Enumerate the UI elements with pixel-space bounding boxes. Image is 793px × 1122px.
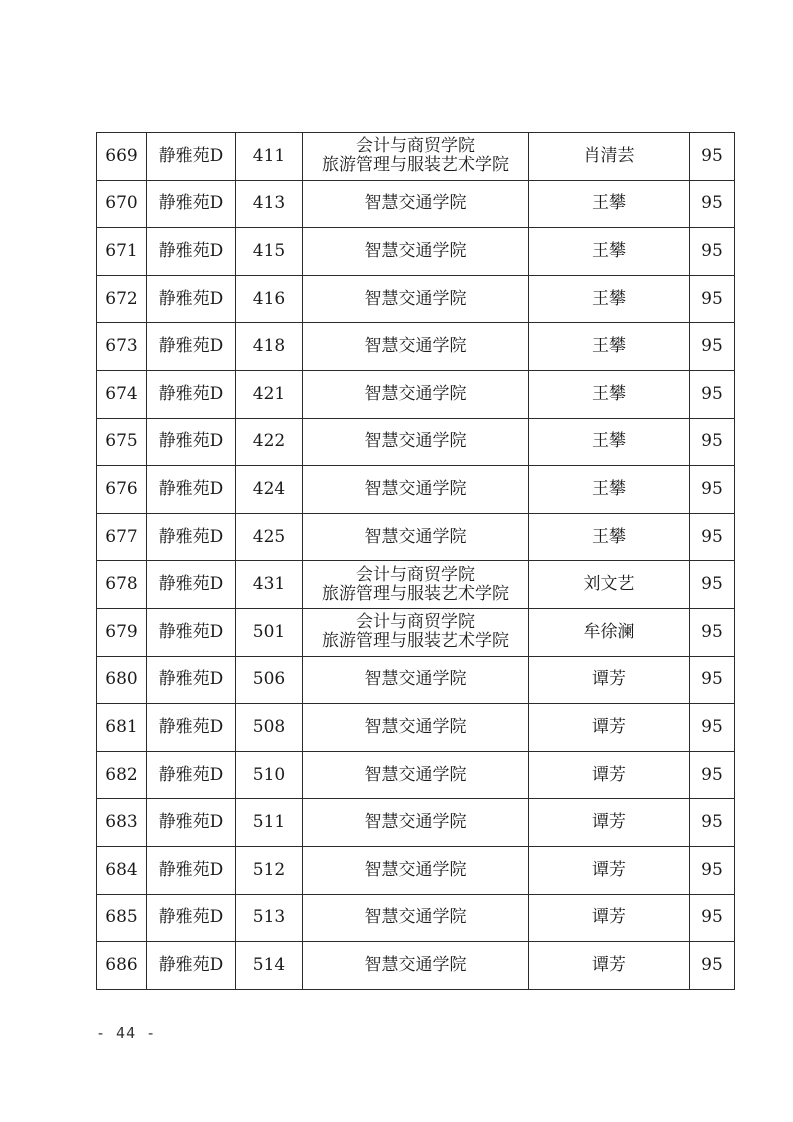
score-cell: 95 [690,846,735,894]
room-number-cell: 424 [236,466,303,514]
college-name: 会计与商贸学院 [356,564,475,585]
building-cell: 静雅苑D [147,942,236,990]
table-row [97,656,735,704]
college-cell [303,513,529,561]
college-name: 智慧交通学院 [364,859,467,880]
college-cell [303,323,529,371]
table-row [97,561,735,609]
building-cell: 静雅苑D [147,704,236,752]
college-name: 智慧交通学院 [364,193,467,214]
manager-name-cell: 王攀 [529,370,690,418]
college-name: 会计与商贸学院 [356,612,475,633]
college-name: 智慧交通学院 [364,288,467,309]
row-index-cell: 676 [97,466,147,514]
room-number-cell: 511 [236,799,303,847]
college-name: 旅游管理与服装艺术学院 [322,631,509,652]
score-cell: 95 [690,751,735,799]
table-row [97,608,735,656]
row-index-cell: 682 [97,751,147,799]
manager-name-cell: 谭芳 [529,751,690,799]
college-name: 智慧交通学院 [364,954,467,975]
score-cell: 95 [690,133,735,181]
table-row [97,133,735,181]
room-number-cell: 425 [236,513,303,561]
score-cell: 95 [690,513,735,561]
college-name: 旅游管理与服装艺术学院 [322,155,509,176]
table-row [97,323,735,371]
room-number-cell: 418 [236,323,303,371]
college-name: 智慧交通学院 [364,716,467,737]
building-cell: 静雅苑D [147,656,236,704]
row-index-cell: 677 [97,513,147,561]
row-index-cell: 686 [97,942,147,990]
college-cell [303,180,529,228]
college-cell [303,561,529,609]
table-row [97,751,735,799]
room-number-cell: 411 [236,133,303,181]
manager-name-cell: 王攀 [529,323,690,371]
college-cell [303,656,529,704]
building-cell: 静雅苑D [147,133,236,181]
college-name: 智慧交通学院 [364,907,467,928]
building-cell: 静雅苑D [147,466,236,514]
college-name: 智慧交通学院 [364,431,467,452]
building-cell: 静雅苑D [147,846,236,894]
manager-name-cell: 谭芳 [529,846,690,894]
score-cell: 95 [690,418,735,466]
college-cell [303,370,529,418]
college-name: 智慧交通学院 [364,336,467,357]
room-number-cell: 422 [236,418,303,466]
college-cell [303,942,529,990]
college-cell [303,751,529,799]
manager-name-cell: 王攀 [529,228,690,276]
table-row [97,513,735,561]
score-cell: 95 [690,656,735,704]
table-row [97,799,735,847]
building-cell: 静雅苑D [147,323,236,371]
building-cell: 静雅苑D [147,180,236,228]
row-index-cell: 669 [97,133,147,181]
building-cell: 静雅苑D [147,275,236,323]
table-row [97,846,735,894]
college-cell [303,418,529,466]
table-row [97,180,735,228]
table-row [97,704,735,752]
building-cell: 静雅苑D [147,894,236,942]
college-cell [303,228,529,276]
building-cell: 静雅苑D [147,608,236,656]
row-index-cell: 674 [97,370,147,418]
room-number-cell: 416 [236,275,303,323]
table-row [97,418,735,466]
college-cell [303,894,529,942]
building-cell: 静雅苑D [147,751,236,799]
table-row [97,228,735,276]
college-name: 智慧交通学院 [364,478,467,499]
row-index-cell: 684 [97,846,147,894]
score-cell: 95 [690,561,735,609]
college-name: 智慧交通学院 [364,669,467,690]
row-index-cell: 673 [97,323,147,371]
row-index-cell: 678 [97,561,147,609]
table-row [97,370,735,418]
manager-name-cell: 刘文艺 [529,561,690,609]
room-number-cell: 413 [236,180,303,228]
college-name: 智慧交通学院 [364,812,467,833]
room-number-cell: 431 [236,561,303,609]
manager-name-cell: 王攀 [529,466,690,514]
college-cell [303,275,529,323]
building-cell: 静雅苑D [147,799,236,847]
college-cell [303,466,529,514]
building-cell: 静雅苑D [147,370,236,418]
row-index-cell: 675 [97,418,147,466]
manager-name-cell: 肖清芸 [529,133,690,181]
score-cell: 95 [690,799,735,847]
score-cell: 95 [690,704,735,752]
college-cell [303,133,529,181]
table-row [97,942,735,990]
score-cell: 95 [690,942,735,990]
college-name: 智慧交通学院 [364,764,467,785]
building-cell: 静雅苑D [147,228,236,276]
manager-name-cell: 谭芳 [529,942,690,990]
college-cell [303,608,529,656]
row-index-cell: 670 [97,180,147,228]
building-cell: 静雅苑D [147,418,236,466]
manager-name-cell: 王攀 [529,180,690,228]
room-number-cell: 512 [236,846,303,894]
row-index-cell: 672 [97,275,147,323]
dormitory-score-table [96,132,735,990]
college-name: 会计与商贸学院 [356,136,475,157]
score-cell: 95 [690,180,735,228]
manager-name-cell: 谭芳 [529,894,690,942]
manager-name-cell: 王攀 [529,418,690,466]
college-name: 智慧交通学院 [364,383,467,404]
building-cell: 静雅苑D [147,513,236,561]
college-cell [303,799,529,847]
manager-name-cell: 谭芳 [529,656,690,704]
score-cell: 95 [690,608,735,656]
score-cell: 95 [690,323,735,371]
manager-name-cell: 牟徐澜 [529,608,690,656]
room-number-cell: 508 [236,704,303,752]
score-cell: 95 [690,370,735,418]
room-number-cell: 506 [236,656,303,704]
score-cell: 95 [690,466,735,514]
manager-name-cell: 王攀 [529,513,690,561]
score-cell: 95 [690,894,735,942]
row-index-cell: 685 [97,894,147,942]
building-cell: 静雅苑D [147,561,236,609]
college-cell [303,704,529,752]
row-index-cell: 681 [97,704,147,752]
room-number-cell: 514 [236,942,303,990]
table-row [97,466,735,514]
row-index-cell: 683 [97,799,147,847]
room-number-cell: 510 [236,751,303,799]
room-number-cell: 421 [236,370,303,418]
college-cell [303,846,529,894]
room-number-cell: 415 [236,228,303,276]
score-cell: 95 [690,275,735,323]
college-name: 旅游管理与服装艺术学院 [322,583,509,604]
manager-name-cell: 谭芳 [529,704,690,752]
room-number-cell: 501 [236,608,303,656]
row-index-cell: 679 [97,608,147,656]
row-index-cell: 671 [97,228,147,276]
college-name: 智慧交通学院 [364,240,467,261]
score-cell: 95 [690,228,735,276]
table-row [97,275,735,323]
row-index-cell: 680 [97,656,147,704]
table-row [97,894,735,942]
manager-name-cell: 王攀 [529,275,690,323]
college-name: 智慧交通学院 [364,526,467,547]
manager-name-cell: 谭芳 [529,799,690,847]
page-number: - 44 - [96,1024,157,1042]
room-number-cell: 513 [236,894,303,942]
table-body [97,133,735,990]
